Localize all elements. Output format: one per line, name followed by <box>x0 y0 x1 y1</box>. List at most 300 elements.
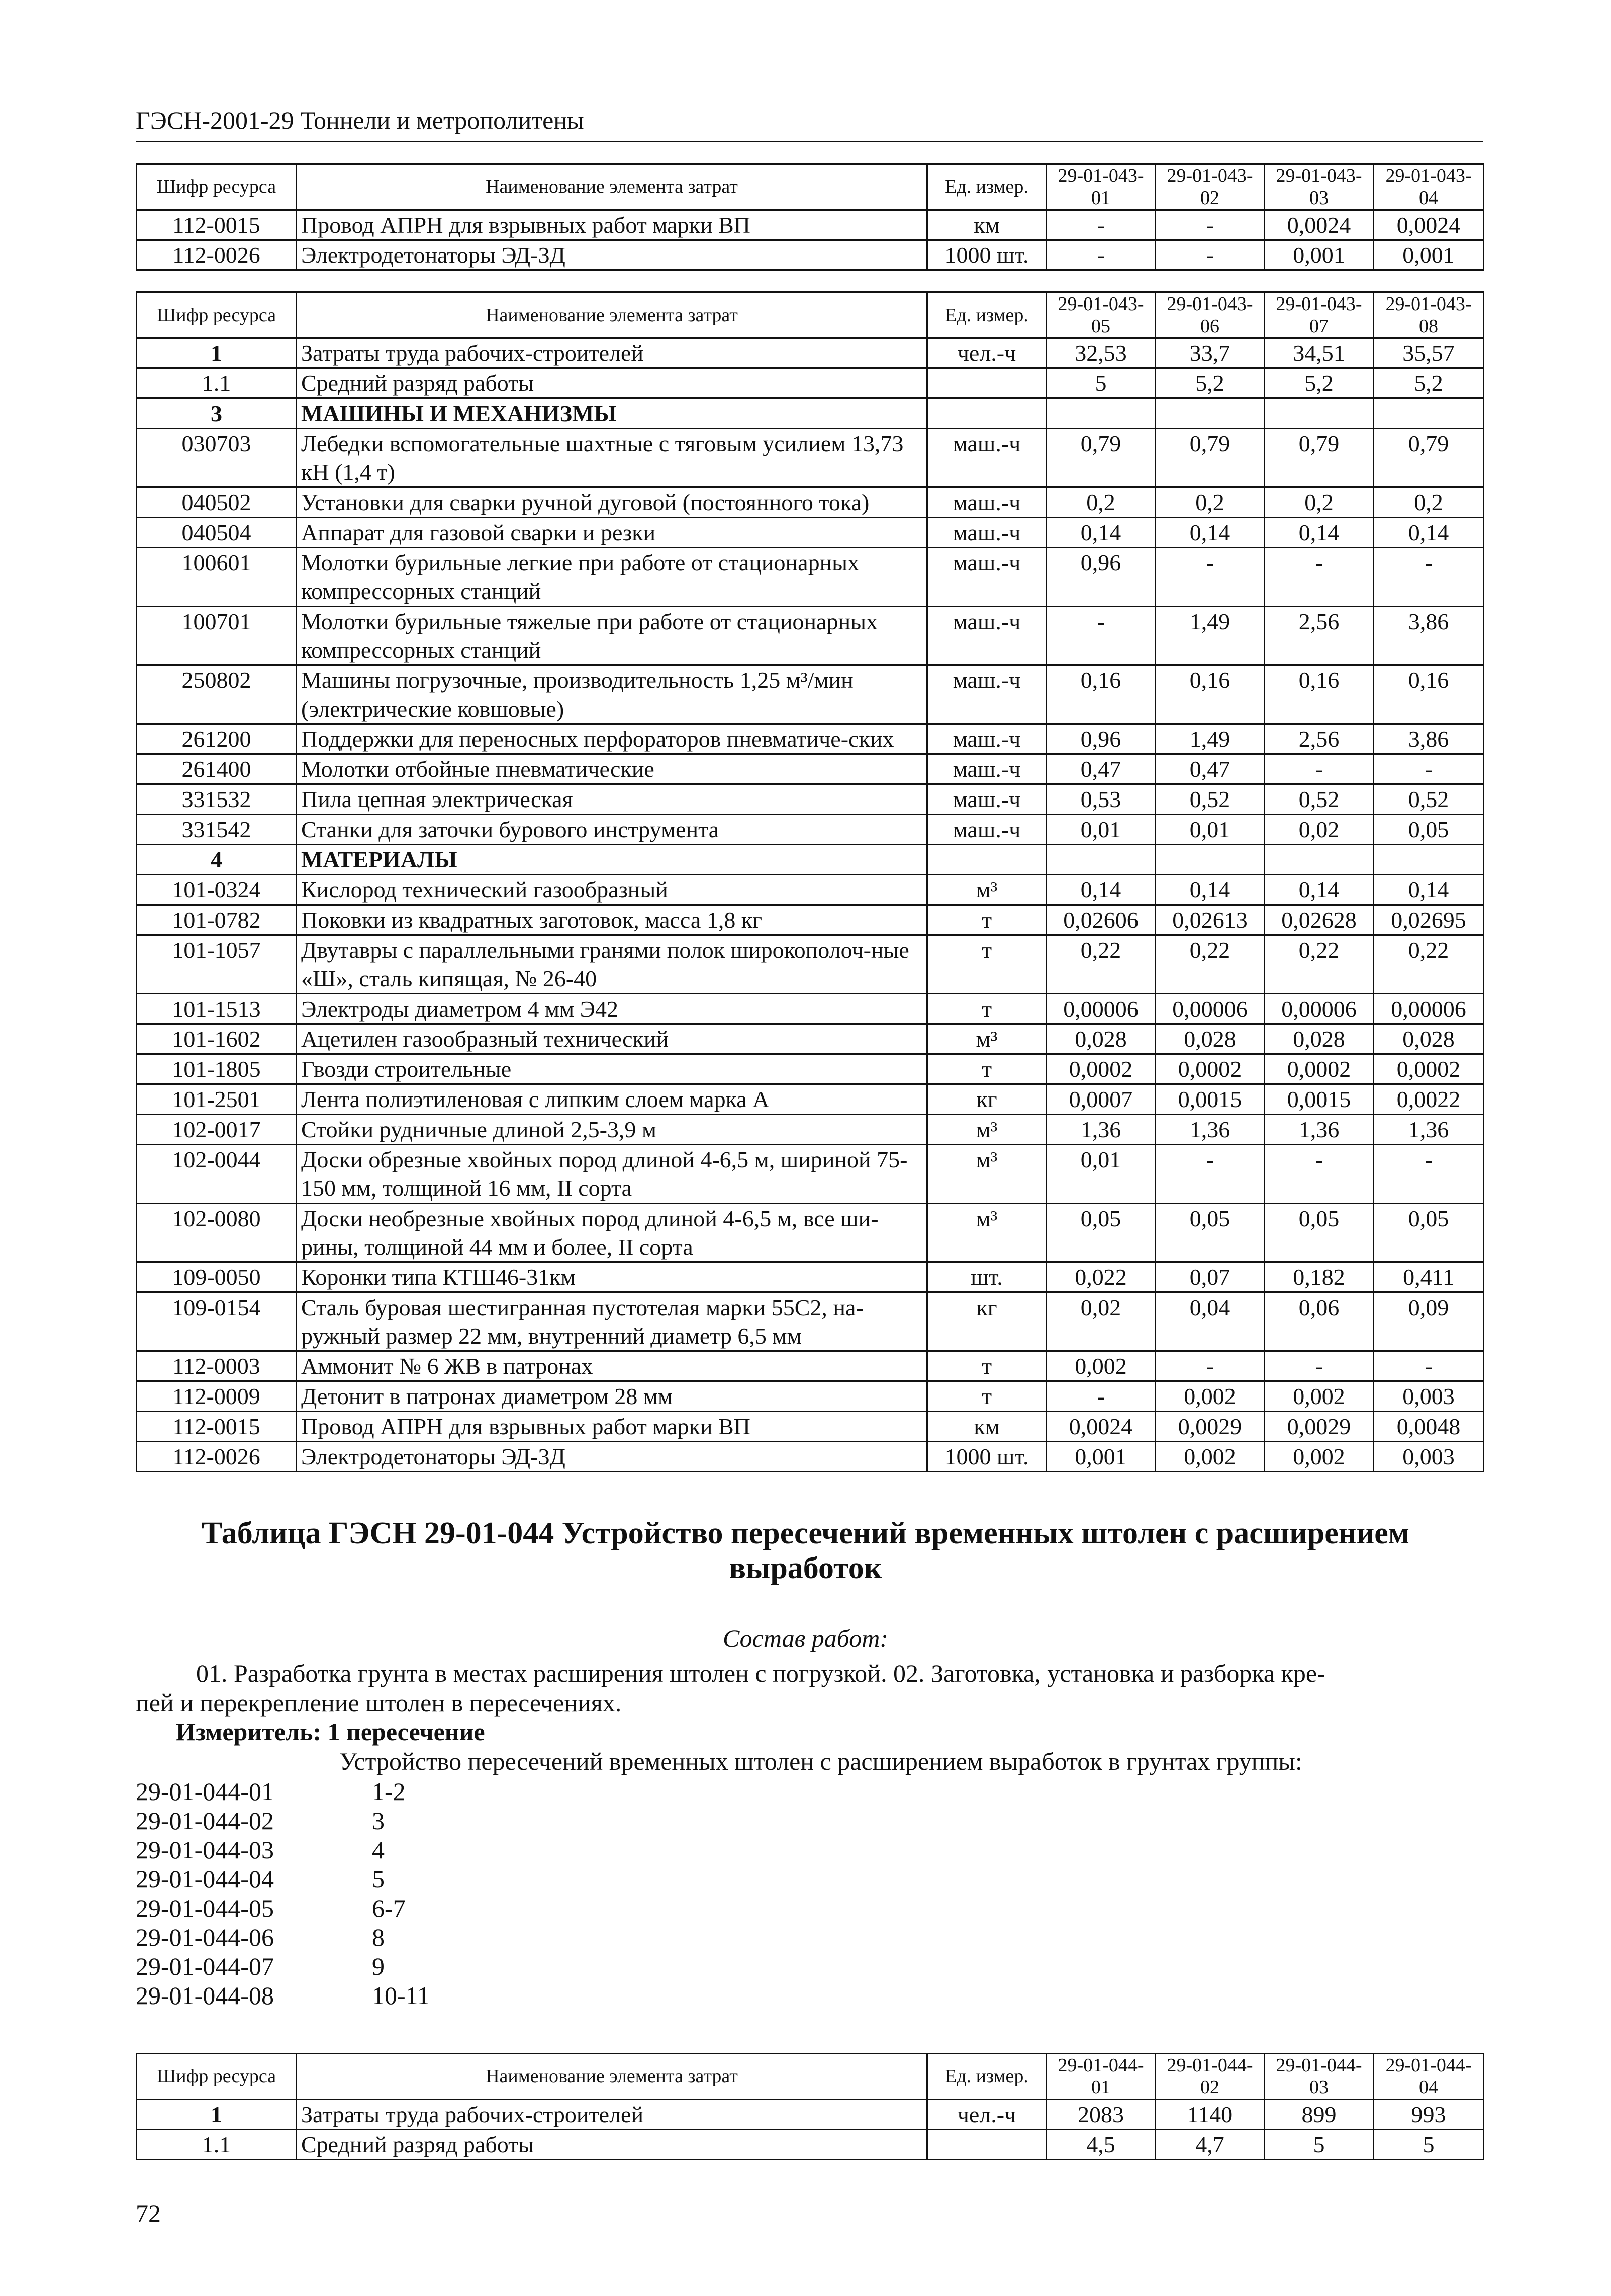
norm-value: 5,2 <box>1156 368 1265 398</box>
resource-unit: кг <box>927 1084 1047 1115</box>
col-norm-header: 29-01-043-02 <box>1156 164 1265 210</box>
norm-value: - <box>1265 1145 1374 1204</box>
resource-code: 040502 <box>137 487 297 518</box>
table-row <box>137 1351 1484 1381</box>
section-title-line1: Таблица ГЭСН 29-01-044 Устройство пересечений временных штолен с расширением <box>201 1516 1409 1550</box>
resource-unit: м³ <box>927 1204 1047 1262</box>
group-code: 29-01-044-01 <box>136 1777 274 1806</box>
norm-value: 0,14 <box>1374 875 1484 905</box>
norm-value: 0,01 <box>1047 815 1156 845</box>
norm-value: 0,0029 <box>1156 1412 1265 1442</box>
table-row <box>137 665 1484 724</box>
norm-value: 2,56 <box>1265 724 1374 754</box>
table-row <box>137 1204 1484 1262</box>
groups-description: Устройство пересечений временных штолен с расширением выработок в грунтах группы: <box>339 1747 1302 1775</box>
resource-unit: чел.-ч <box>927 338 1047 368</box>
norm-value: 0,02628 <box>1265 905 1374 935</box>
norm-value: 0,02 <box>1047 1292 1156 1351</box>
norm-value: 0,2 <box>1047 487 1156 518</box>
resource-name: Аппарат для газовой сварки и резки <box>297 518 927 548</box>
resource-code: 102-0044 <box>137 1145 297 1204</box>
resource-code: 3 <box>137 398 297 429</box>
group-range: 10-11 <box>372 1981 430 2010</box>
norm-value: 0,002 <box>1265 1381 1374 1412</box>
resource-unit: т <box>927 1351 1047 1381</box>
norm-value: 0,04 <box>1156 1292 1265 1351</box>
group-range: 8 <box>372 1923 385 1951</box>
resource-name: Установки для сварки ручной дуговой (постоянного тока) <box>297 487 927 518</box>
resource-code: 4 <box>137 845 297 875</box>
table-row <box>137 1381 1484 1412</box>
resource-name: Провод АПРН для взрывных работ марки ВП <box>297 210 927 240</box>
norm-value: 0,02695 <box>1374 905 1484 935</box>
resource-name: Аммонит № 6 ЖВ в патронах <box>297 1351 927 1381</box>
resource-code: 101-0324 <box>137 875 297 905</box>
meter-value: 1 пересечение <box>327 1718 485 1746</box>
norm-value: 0,47 <box>1156 754 1265 784</box>
norm-value: 0,028 <box>1047 1024 1156 1054</box>
norm-value: 0,22 <box>1374 935 1484 994</box>
norm-value: 0,79 <box>1265 429 1374 487</box>
resource-unit <box>927 845 1047 875</box>
resource-unit: маш.-ч <box>927 548 1047 607</box>
norm-value: - <box>1374 1145 1484 1204</box>
norm-value: 1,36 <box>1374 1115 1484 1145</box>
table-row <box>137 875 1484 905</box>
norm-value: 0,07 <box>1156 1262 1265 1292</box>
group-code: 29-01-044-03 <box>136 1836 274 1864</box>
resource-unit: маш.-ч <box>927 784 1047 815</box>
resource-name: Средний разряд работы <box>297 368 927 398</box>
resource-name: Средний разряд работы <box>297 2130 927 2160</box>
norm-value: 4,5 <box>1047 2130 1156 2160</box>
norm-value: 0,16 <box>1047 665 1156 724</box>
norm-value: 0,0015 <box>1265 1084 1374 1115</box>
resource-code: 112-0015 <box>137 1412 297 1442</box>
resource-unit: шт. <box>927 1262 1047 1292</box>
composition-line1: 01. Разработка грунта в местах расширения штолен с погрузкой. 02. Заготовка, установка и разборка кре- <box>196 1659 1325 1687</box>
group-range: 4 <box>372 1836 385 1864</box>
resource-code: 261400 <box>137 754 297 784</box>
norm-value: - <box>1265 548 1374 607</box>
col-code-header: Шифр ресурса <box>137 164 297 210</box>
norm-value: 32,53 <box>1047 338 1156 368</box>
norm-value: - <box>1156 240 1265 270</box>
table-row <box>137 338 1484 368</box>
header-row <box>137 164 1484 210</box>
resource-name: Провод АПРН для взрывных работ марки ВП <box>297 1412 927 1442</box>
col-norm-header: 29-01-043-07 <box>1265 292 1374 338</box>
resource-unit <box>927 2130 1047 2160</box>
resource-name: Затраты труда рабочих-строителей <box>297 2100 927 2130</box>
resource-name: Поддержки для переносных перфораторов пневматиче-ских <box>297 724 927 754</box>
resource-name: Электродетонаторы ЭД-3Д <box>297 240 927 270</box>
resource-unit <box>927 368 1047 398</box>
norm-value: 0,028 <box>1374 1024 1484 1054</box>
norm-value: 5 <box>1374 2130 1484 2160</box>
resource-name: Кислород технический газообразный <box>297 875 927 905</box>
col-norm-header: 29-01-043-04 <box>1374 164 1484 210</box>
running-header: ГЭСН-2001-29 Тоннели и метрополитены <box>136 106 584 134</box>
norm-value: 0,2 <box>1265 487 1374 518</box>
table-row <box>137 210 1484 240</box>
table-row <box>137 754 1484 784</box>
table-row <box>137 1262 1484 1292</box>
resource-name: Гвозди строительные <box>297 1054 927 1084</box>
group-range: 9 <box>372 1952 385 1980</box>
resource-name: Пила цепная электрическая <box>297 784 927 815</box>
composition-label: Состав работ: <box>722 1624 889 1652</box>
norm-value: 0,14 <box>1047 518 1156 548</box>
resource-code: 261200 <box>137 724 297 754</box>
resource-code: 102-0080 <box>137 1204 297 1262</box>
resource-code: 250802 <box>137 665 297 724</box>
norm-value: 5,2 <box>1374 368 1484 398</box>
norm-value: 0,001 <box>1265 240 1374 270</box>
meter-label: Измеритель: <box>176 1718 322 1746</box>
table-row <box>137 2100 1484 2130</box>
resource-code: 101-1602 <box>137 1024 297 1054</box>
resource-name: Сталь буровая шестигранная пустотелая марки 55С2, на-ружный размер 22 мм, внутренний диаметр 6,5 мм <box>297 1292 927 1351</box>
norm-value: 0,53 <box>1047 784 1156 815</box>
norm-value: 5,2 <box>1265 368 1374 398</box>
resource-code: 1 <box>137 338 297 368</box>
norm-value: 0,05 <box>1156 1204 1265 1262</box>
group-code: 29-01-044-02 <box>136 1807 274 1835</box>
norm-value: - <box>1265 1351 1374 1381</box>
resource-name: Коронки типа КТШ46-31км <box>297 1262 927 1292</box>
norm-value: 0,002 <box>1265 1442 1374 1472</box>
norm-value: - <box>1374 1351 1484 1381</box>
col-norm-header: 29-01-043-03 <box>1265 164 1374 210</box>
resource-unit: 1000 шт. <box>927 1442 1047 1472</box>
group-code: 29-01-044-07 <box>136 1952 274 1980</box>
norm-value <box>1265 845 1374 875</box>
norm-value: 0,22 <box>1047 935 1156 994</box>
table-row <box>137 1412 1484 1442</box>
col-code-header: Шифр ресурса <box>137 292 297 338</box>
resource-name: Двутавры с параллельными гранями полок широкополоч-ные «Ш», сталь кипящая, № 26-40 <box>297 935 927 994</box>
resource-unit: маш.-ч <box>927 487 1047 518</box>
norm-value: - <box>1047 607 1156 665</box>
norm-value: 0,028 <box>1265 1024 1374 1054</box>
resource-name: Поковки из квадратных заготовок, масса 1,8 кг <box>297 905 927 935</box>
norm-value: 0,05 <box>1374 815 1484 845</box>
norm-value: 899 <box>1265 2100 1374 2130</box>
col-norm-header: 29-01-044-01 <box>1047 2054 1156 2100</box>
header-row <box>137 292 1484 338</box>
norm-value: 0,14 <box>1156 518 1265 548</box>
resource-code: 1.1 <box>137 368 297 398</box>
norm-value: 0,52 <box>1156 784 1265 815</box>
table-row <box>137 845 1484 875</box>
norm-value: 34,51 <box>1265 338 1374 368</box>
norm-value: 0,14 <box>1265 875 1374 905</box>
resource-unit <box>927 398 1047 429</box>
table-row <box>137 724 1484 754</box>
norm-value: 0,0002 <box>1265 1054 1374 1084</box>
norm-value: 0,0007 <box>1047 1084 1156 1115</box>
norm-value: - <box>1047 240 1156 270</box>
table-043-continued-1 <box>136 163 1484 271</box>
norm-value: 0,01 <box>1047 1145 1156 1204</box>
table-row <box>137 1115 1484 1145</box>
norm-value: - <box>1265 754 1374 784</box>
norm-value: 0,00006 <box>1047 994 1156 1024</box>
resource-unit: км <box>927 1412 1047 1442</box>
norm-value: 0,05 <box>1265 1204 1374 1262</box>
norm-value: 0,16 <box>1374 665 1484 724</box>
resource-name: Электродетонаторы ЭД-3Д <box>297 1442 927 1472</box>
resource-code: 331532 <box>137 784 297 815</box>
norm-value: 1,36 <box>1156 1115 1265 1145</box>
resource-unit: маш.-ч <box>927 815 1047 845</box>
table-row <box>137 518 1484 548</box>
resource-code: 331542 <box>137 815 297 845</box>
resource-name: Лебедки вспомогательные шахтные с тяговым усилием 13,73 кН (1,4 т) <box>297 429 927 487</box>
col-unit-header: Ед. измер. <box>927 2054 1047 2100</box>
norm-value: 0,02606 <box>1047 905 1156 935</box>
norm-value: 0,05 <box>1374 1204 1484 1262</box>
table-row <box>137 368 1484 398</box>
table-row <box>137 1292 1484 1351</box>
table-row <box>137 1054 1484 1084</box>
norm-value: - <box>1156 1145 1265 1204</box>
norm-value <box>1374 398 1484 429</box>
norm-value <box>1156 845 1265 875</box>
norm-value: - <box>1156 548 1265 607</box>
norm-value: 4,7 <box>1156 2130 1265 2160</box>
resource-code: 112-0009 <box>137 1381 297 1412</box>
norm-value: 2083 <box>1047 2100 1156 2130</box>
norm-value: 5 <box>1265 2130 1374 2160</box>
resource-unit: маш.-ч <box>927 724 1047 754</box>
resource-unit: маш.-ч <box>927 665 1047 724</box>
norm-value: 0,002 <box>1156 1381 1265 1412</box>
header-rule <box>136 141 1483 142</box>
norm-value: 0,0022 <box>1374 1084 1484 1115</box>
norm-value: - <box>1156 210 1265 240</box>
norm-value: 0,06 <box>1265 1292 1374 1351</box>
norm-value: 0,14 <box>1047 875 1156 905</box>
norm-value: 1,36 <box>1047 1115 1156 1145</box>
norm-value: 1140 <box>1156 2100 1265 2130</box>
norm-value: 0,0015 <box>1156 1084 1265 1115</box>
norm-value: 0,00006 <box>1374 994 1484 1024</box>
norm-value: - <box>1374 754 1484 784</box>
resource-unit: т <box>927 994 1047 1024</box>
resource-unit: т <box>927 1054 1047 1084</box>
norm-value: 0,0002 <box>1047 1054 1156 1084</box>
norm-value: 0,01 <box>1156 815 1265 845</box>
section-title-line2: выработок <box>729 1551 882 1585</box>
norm-value: 993 <box>1374 2100 1484 2130</box>
composition-line2: пей и перекрепление штолен в пересечениях. <box>136 1688 622 1717</box>
norm-value: 35,57 <box>1374 338 1484 368</box>
group-range: 3 <box>372 1807 385 1835</box>
meter-line <box>176 1717 485 1747</box>
resource-unit: м³ <box>927 1145 1047 1204</box>
table-row <box>137 935 1484 994</box>
col-norm-header: 29-01-044-03 <box>1265 2054 1374 2100</box>
table-row <box>137 487 1484 518</box>
table-044 <box>136 2053 1484 2160</box>
resource-unit: т <box>927 905 1047 935</box>
resource-name: Молотки отбойные пневматические <box>297 754 927 784</box>
table-043-continued-2 <box>136 291 1484 1472</box>
norm-value: 0,16 <box>1156 665 1265 724</box>
norm-value: 3,86 <box>1374 607 1484 665</box>
norm-value: 0,003 <box>1374 1381 1484 1412</box>
table-row <box>137 429 1484 487</box>
norm-value: 0,05 <box>1047 1204 1156 1262</box>
norm-value: 0,022 <box>1047 1262 1156 1292</box>
norm-value: - <box>1047 210 1156 240</box>
norm-value: 0,003 <box>1374 1442 1484 1472</box>
resource-unit: км <box>927 210 1047 240</box>
resource-unit: т <box>927 1381 1047 1412</box>
group-range: 5 <box>372 1865 385 1893</box>
norm-value: 0,002 <box>1047 1351 1156 1381</box>
resource-name: Доски обрезные хвойных пород длиной 4-6,5 м, шириной 75-150 мм, толщиной 16 мм, II сорта <box>297 1145 927 1204</box>
resource-unit: чел.-ч <box>927 2100 1047 2130</box>
norm-value: 0,79 <box>1156 429 1265 487</box>
norm-value <box>1156 398 1265 429</box>
resource-code: 101-0782 <box>137 905 297 935</box>
col-norm-header: 29-01-044-04 <box>1374 2054 1484 2100</box>
table-row <box>137 548 1484 607</box>
col-unit-header: Ед. измер. <box>927 292 1047 338</box>
norm-value: 0,0024 <box>1265 210 1374 240</box>
norm-value: 0,47 <box>1047 754 1156 784</box>
norm-value: 33,7 <box>1156 338 1265 368</box>
norm-value: 0,96 <box>1047 548 1156 607</box>
resource-unit: маш.-ч <box>927 429 1047 487</box>
resource-code: 100601 <box>137 548 297 607</box>
norm-value: 0,001 <box>1374 240 1484 270</box>
resource-code: 112-0026 <box>137 240 297 270</box>
resource-name: Лента полиэтиленовая с липким слоем марка А <box>297 1084 927 1115</box>
resource-code: 101-2501 <box>137 1084 297 1115</box>
table-row <box>137 1084 1484 1115</box>
norm-value: 0,0002 <box>1374 1054 1484 1084</box>
norm-value: 0,79 <box>1374 429 1484 487</box>
table-row <box>137 994 1484 1024</box>
norm-value: 0,52 <box>1265 784 1374 815</box>
norm-value: 0,0002 <box>1156 1054 1265 1084</box>
group-range: 1-2 <box>372 1777 406 1806</box>
table-row <box>137 1024 1484 1054</box>
header-row <box>137 2054 1484 2100</box>
norm-value: 0,0024 <box>1047 1412 1156 1442</box>
resource-unit: м³ <box>927 1115 1047 1145</box>
resource-name: Стойки рудничные длиной 2,5-3,9 м <box>297 1115 927 1145</box>
group-code: 29-01-044-08 <box>136 1981 274 2010</box>
resource-name: Затраты труда рабочих-строителей <box>297 338 927 368</box>
col-code-header: Шифр ресурса <box>137 2054 297 2100</box>
resource-code: 112-0026 <box>137 1442 297 1472</box>
resource-code: 112-0003 <box>137 1351 297 1381</box>
norm-value: 0,02613 <box>1156 905 1265 935</box>
resource-code: 1.1 <box>137 2130 297 2160</box>
col-norm-header: 29-01-043-08 <box>1374 292 1484 338</box>
table-row <box>137 607 1484 665</box>
resource-code: 100701 <box>137 607 297 665</box>
norm-value: 1,49 <box>1156 607 1265 665</box>
norm-value: 2,56 <box>1265 607 1374 665</box>
norm-value: 0,182 <box>1265 1262 1374 1292</box>
col-name-header: Наименование элемента затрат <box>297 2054 927 2100</box>
norm-value: 0,411 <box>1374 1262 1484 1292</box>
resource-code: 101-1805 <box>137 1054 297 1084</box>
resource-unit: м³ <box>927 875 1047 905</box>
norm-value: - <box>1047 1381 1156 1412</box>
norm-value: - <box>1156 1351 1265 1381</box>
col-unit-header: Ед. измер. <box>927 164 1047 210</box>
table-row <box>137 1442 1484 1472</box>
resource-code: 101-1513 <box>137 994 297 1024</box>
resource-code: 102-0017 <box>137 1115 297 1145</box>
resource-unit: маш.-ч <box>927 754 1047 784</box>
resource-name: Молотки бурильные тяжелые при работе от стационарных компрессорных станций <box>297 607 927 665</box>
norm-value <box>1265 398 1374 429</box>
table-row <box>137 815 1484 845</box>
resource-unit: м³ <box>927 1024 1047 1054</box>
resource-code: 109-0050 <box>137 1262 297 1292</box>
norm-value: 0,22 <box>1265 935 1374 994</box>
resource-name: Машины погрузочные, производительность 1,25 м³/мин (электрические ковшовые) <box>297 665 927 724</box>
resource-unit: кг <box>927 1292 1047 1351</box>
group-range: 6-7 <box>372 1894 406 1922</box>
norm-value: 0,00006 <box>1156 994 1265 1024</box>
resource-name: Ацетилен газообразный технический <box>297 1024 927 1054</box>
resource-name: Доски необрезные хвойных пород длиной 4-6,5 м, все ши-рины, толщиной 44 мм и более, II сорта <box>297 1204 927 1262</box>
norm-value: 0,00006 <box>1265 994 1374 1024</box>
resource-unit: маш.-ч <box>927 607 1047 665</box>
col-norm-header: 29-01-043-06 <box>1156 292 1265 338</box>
norm-value: 0,96 <box>1047 724 1156 754</box>
table-row <box>137 784 1484 815</box>
norm-value: - <box>1374 548 1484 607</box>
table-row <box>137 1145 1484 1204</box>
resource-name: Станки для заточки бурового инструмента <box>297 815 927 845</box>
resource-unit: маш.-ч <box>927 518 1047 548</box>
table-row <box>137 2130 1484 2160</box>
norm-value: 0,2 <box>1374 487 1484 518</box>
norm-value: 0,22 <box>1156 935 1265 994</box>
col-norm-header: 29-01-043-01 <box>1047 164 1156 210</box>
resource-code: 030703 <box>137 429 297 487</box>
norm-value: 0,001 <box>1047 1442 1156 1472</box>
norm-value: 0,14 <box>1156 875 1265 905</box>
resource-name: Электроды диаметром 4 мм Э42 <box>297 994 927 1024</box>
resource-code: 040504 <box>137 518 297 548</box>
norm-value: 0,0024 <box>1374 210 1484 240</box>
norm-value: 1,36 <box>1265 1115 1374 1145</box>
norm-value: 1,49 <box>1156 724 1265 754</box>
norm-value: 0,16 <box>1265 665 1374 724</box>
col-name-header: Наименование элемента затрат <box>297 164 927 210</box>
resource-code: 1 <box>137 2100 297 2130</box>
norm-value: 3,86 <box>1374 724 1484 754</box>
norm-value: 0,09 <box>1374 1292 1484 1351</box>
norm-value: 0,002 <box>1156 1442 1265 1472</box>
norm-value: 0,14 <box>1265 518 1374 548</box>
resource-code: 109-0154 <box>137 1292 297 1351</box>
page-number: 72 <box>136 2199 161 2227</box>
resource-unit: т <box>927 935 1047 994</box>
norm-value: 0,52 <box>1374 784 1484 815</box>
